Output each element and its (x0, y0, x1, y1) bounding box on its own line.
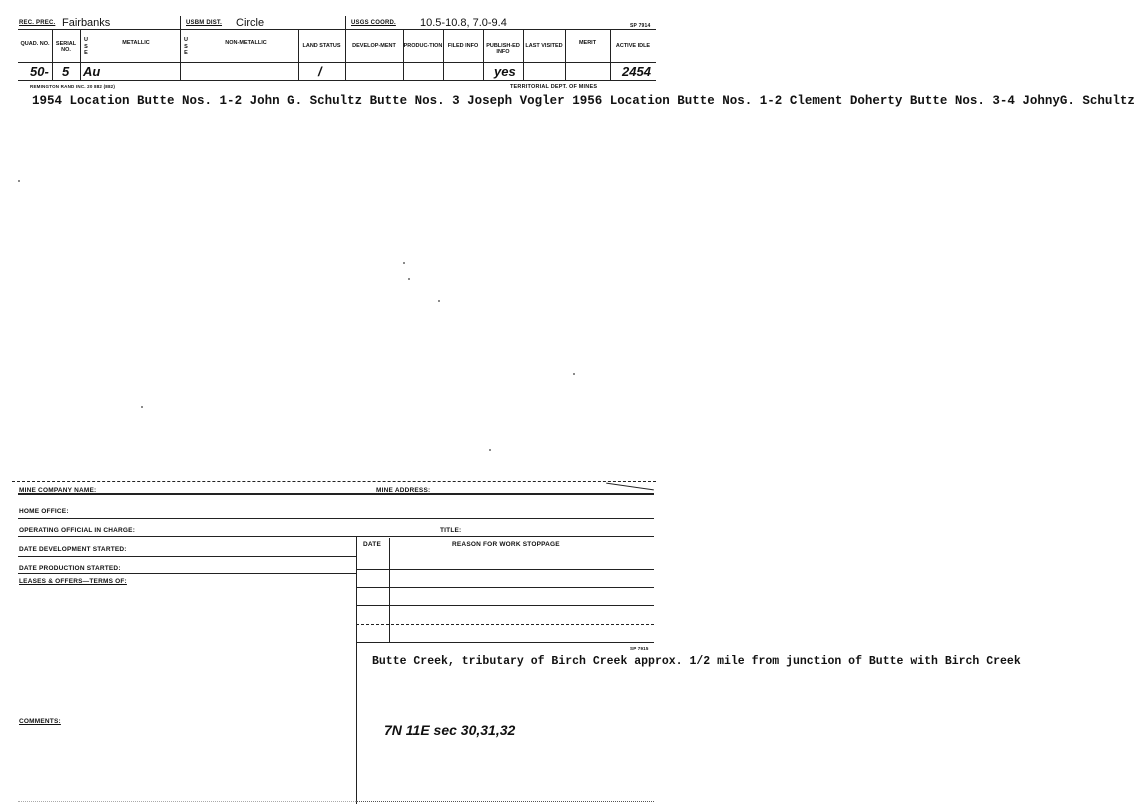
col-quad-no: QUAD. NO. (20, 41, 50, 47)
handwritten-location: 7N 11E sec 30,31,32 (384, 722, 516, 738)
col-use-letters-metallic: U S E (84, 37, 88, 56)
col-development: DEVELOP-MENT (352, 43, 396, 49)
col-metallic: METALLIC (122, 40, 150, 46)
note-line: Clement Doherty (789, 94, 903, 108)
scan-speck (18, 180, 20, 182)
home-office-label: HOME OFFICE: (19, 508, 69, 515)
scan-speck (403, 262, 405, 264)
location-notes (32, 93, 1135, 109)
stoppage-row-rule (356, 605, 654, 606)
scan-speck (438, 300, 440, 302)
stoppage-row-rule (356, 587, 654, 588)
col-divider (523, 29, 524, 80)
note-line: JohnyG. Schultz (1022, 94, 1135, 108)
col-divider (443, 29, 444, 80)
col-divider (80, 29, 81, 80)
col-last-visited: LAST VISITED (525, 43, 563, 49)
col-production: PRODUC-TION (403, 43, 443, 49)
note-line: Butte Nos. 3 (369, 94, 460, 108)
mine-address-label: MINE ADDRESS: (376, 487, 431, 494)
agency-label: TERRITORIAL DEPT. OF MINES (510, 84, 598, 90)
stoppage-row-rule (356, 624, 654, 625)
rec-prec-value: Fairbanks (62, 17, 111, 29)
date-col-label: DATE (363, 541, 382, 548)
col-published-info: PUBLISH-ED INFO (486, 43, 520, 55)
col-non-metallic: NON-METALLIC (225, 40, 267, 46)
form-number-bottom: SP 7915 (630, 646, 649, 651)
col-active-idle: ACTIVE IDLE (615, 43, 651, 49)
printer-mark: REMINGTON RAND INC. 20 882 (882) (30, 84, 116, 89)
scan-speck (489, 449, 491, 451)
comment-notes-text (372, 654, 1021, 670)
stoppage-row-rule (356, 569, 654, 570)
value-row-rule (18, 80, 656, 81)
reason-col-label: REASON FOR WORK STOPPAGE (452, 541, 560, 548)
date-production-label: DATE PRODUCTION STARTED: (19, 565, 121, 572)
form-number-top: SP 7914 (630, 23, 651, 29)
scan-speck (408, 278, 410, 280)
active-idle-value: 2454 (622, 64, 651, 79)
note-line: Joseph Vogler (467, 94, 565, 108)
divider (345, 16, 346, 29)
col-divider (345, 29, 346, 80)
stoppage-row-rule (356, 642, 654, 643)
header-row-rule (18, 62, 656, 63)
usbm-dist-value: Circle (236, 17, 265, 29)
leases-offers-label: LEASES & OFFERS—TERMS OF: (19, 578, 127, 585)
usbm-dist-label: USBM DIST. (186, 20, 223, 26)
comment-line: approx. 1/2 mile from junction of (634, 655, 862, 668)
row-rule (18, 518, 654, 519)
comment-line: Butte with Birch Creek (868, 655, 1021, 668)
section-rule (18, 493, 654, 495)
header-top-rule (18, 29, 656, 30)
col-filed-info: FILED INFO (447, 43, 479, 49)
date-development-label: DATE DEVELOPMENT STARTED: (19, 546, 127, 553)
divider (180, 16, 181, 29)
location-notes-text (32, 93, 1135, 109)
note-line: John G. Schultz (249, 94, 363, 108)
col-merit: MERIT (578, 40, 597, 46)
row-rule (18, 536, 654, 537)
col-divider (565, 29, 566, 80)
comment-notes (372, 654, 1021, 670)
published-value: yes (494, 64, 516, 79)
col-divider (610, 29, 611, 80)
note-line: Butte Nos. 1-2 (137, 94, 243, 108)
note-line: Butte Nos. 3-4 (909, 94, 1015, 108)
note-line: 1954 Location (32, 94, 130, 108)
date-col-divider (389, 538, 390, 642)
tear-line (12, 481, 656, 482)
center-divider (356, 536, 357, 804)
note-line: Butte Nos. 1-2 (677, 94, 783, 108)
bottom-edge (18, 801, 356, 802)
scan-speck (141, 406, 143, 408)
comments-label: COMMENTS: (19, 718, 61, 725)
rec-prec-label: REC. PREC. (19, 20, 56, 26)
land-status-value: / (318, 64, 322, 79)
operating-official-label: OPERATING OFFICIAL IN CHARGE: (19, 527, 136, 534)
usgs-coord-label: USGS COORD. (351, 20, 396, 26)
mine-company-name-label: MINE COMPANY NAME: (19, 487, 97, 494)
col-use-letters-nonmetallic: U S E (184, 37, 188, 56)
col-divider (52, 29, 53, 80)
scan-speck (573, 373, 575, 375)
comment-line: Butte Creek, tributary of Birch Creek (372, 655, 628, 668)
serial-value: 5 (62, 64, 70, 79)
quad-value: 50- (30, 64, 49, 79)
col-divider (298, 29, 299, 80)
col-serial-no: SERIAL NO. (55, 41, 77, 53)
col-land-status: LAND STATUS (302, 43, 341, 49)
corner-stroke (606, 483, 654, 491)
row-rule (18, 556, 356, 557)
col-divider (403, 29, 404, 80)
metallic-value: Au (83, 64, 101, 79)
row-rule (18, 573, 356, 574)
note-line: 1956 Location (572, 94, 670, 108)
usgs-coord-value: 10.5-10.8, 7.0-9.4 (420, 17, 507, 29)
bottom-edge (356, 801, 654, 802)
col-divider (180, 29, 181, 80)
title-label: TITLE: (440, 527, 462, 534)
